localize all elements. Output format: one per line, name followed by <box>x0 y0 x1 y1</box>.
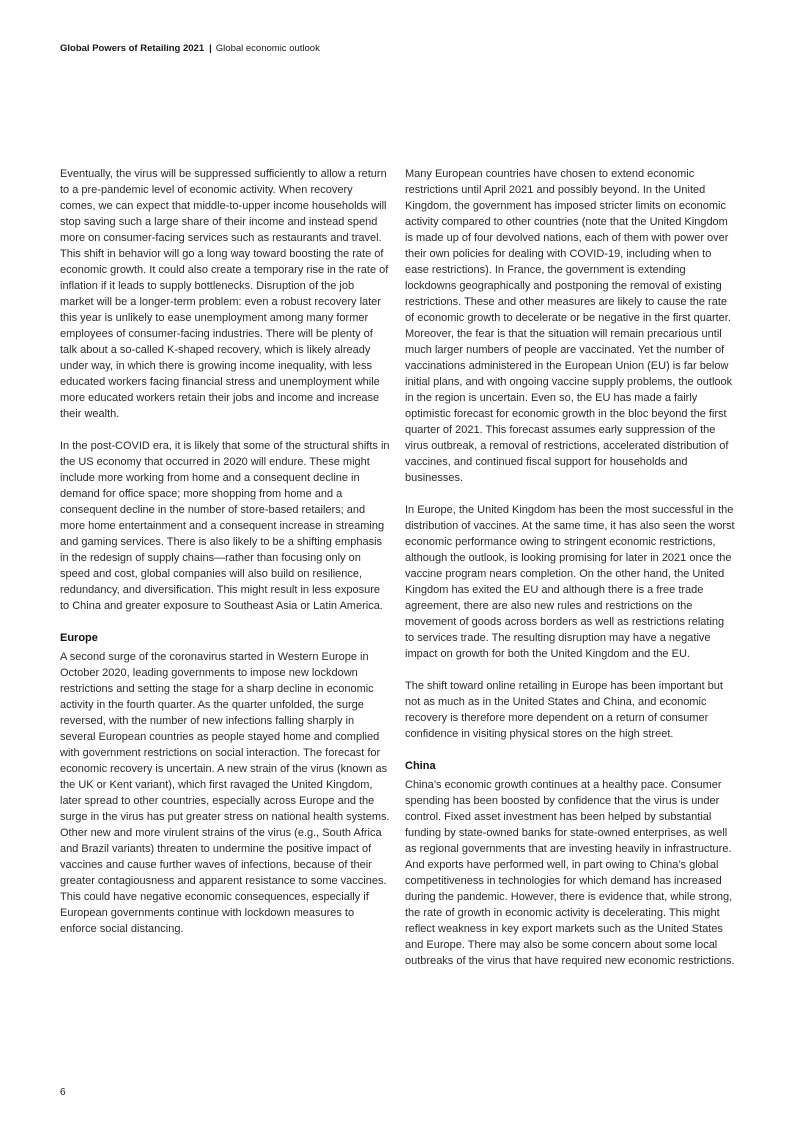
body-paragraph: Eventually, the virus will be suppressed sufficiently to allow a return to a pre-pandemic level of economic activity. When recovery comes, we can expect that middle-to-upper income households will stop saving such a large share of their income and instead spend more on consumer-facing services such as restaurants and travel. This shift in behavior will go a long way toward boosting the rate of economic growth. It could also create a temporary rise in the rate of inflation if it leads to supply bottlenecks. Disruption of the job market will be a longer-term problem: even a robust recovery later this year is unlikely to ease unemployment among many former employees of consumer-facing industries. There will be plenty of talk about a so-called K-shaped recovery, which is likely already under way, in which there is growing income inequality, with less educated workers facing financial stress and unemployment while more educated workers retain their jobs and income and increase their wealth. <box>60 168 389 420</box>
body-paragraph: A second surge of the coronavirus started in Western Europe in October 2020, leading governments to impose new lockdown restrictions and setting the stage for a sharp decline in economic activity in the fourth quarter. As the quarter unfolded, the surge reversed, with the number of new infections falling sharply in several European countries as people stayed home and complied with government restrictions on social interaction. The forecast for economic recovery is uncertain. A new strain of the virus (known as the UK or Kent variant), which first ravaged the United Kingdom, later spread to other countries, especially across Europe and the surge in the virus has put greater stress on national health systems. Other new and more virulent strains of the virus (e.g., South Africa and Brazil variants) threaten to undermine the positive impact of vaccines and cause further waves of infections, because of their greater contagiousness and apparent resistance to some vaccines. This could have negative economic consequences, especially if European governments continue with lockdown measures to enforce social distancing. <box>60 651 390 935</box>
running-header <box>60 43 320 55</box>
left-column <box>60 166 390 953</box>
body-paragraph: The shift toward online retailing in Europe has been important but not as much as in the United States and China, and economic recovery is therefore more dependent on a return of consumer confidence in visiting physical stores on the high street. <box>405 680 723 740</box>
right-column <box>405 166 735 985</box>
header-separator: | <box>209 43 212 54</box>
body-paragraph: Many European countries have chosen to extend economic restrictions until April 2021 and possibly beyond. In the United Kingdom, the government has imposed stricter limits on economic activity compared to other countries (note that the United Kingdom is made up of four devolved nations, each of them with power over their own policies for dealing with COVID-19, including when to ease restrictions). In France, the government is extending lockdowns geographically and postponing the removal of existing restrictions. These and other measures are likely to cause the rate of economic growth to decelerate or be negative in the first quarter. Moreover, the fear is that the situation will remain precarious until much larger numbers of people are vaccinated. Yet the number of vaccinations administered in the European Union (EU) is far below initial plans, and with ongoing vaccine supply problems, the outlook in the region is uncertain. Even so, the EU has made a fairly optimistic forecast for economic growth in the bloc beyond the first quarter of 2021. This forecast assumes early suppression of the virus outbreak, a removal of restrictions, accelerated distribution of vaccines, and continued fiscal support for households and businesses. <box>405 168 733 484</box>
section-heading-china: China <box>405 760 436 772</box>
page-number: 6 <box>60 1087 66 1098</box>
section-heading-europe: Europe <box>60 632 98 644</box>
body-paragraph: In Europe, the United Kingdom has been the most successful in the distribution of vaccines. At the same time, it has also seen the worst economic performance owing to stringent economic restrictions, although the outlook, is looking promising for later in 2021 once the vaccine program nears completion. On the other hand, the United Kingdom has exited the EU and although there is a free trade agreement, there are also new rules and restrictions on the movement of goods across borders as well as restrictions relating to services trade. The resulting disruption may have a negative impact on growth for both the United Kingdom and the EU. <box>405 504 735 660</box>
body-paragraph: In the post-COVID era, it is likely that some of the structural shifts in the US economy that occurred in 2020 will endure. These might include more working from home and a consequent decline in demand for office space; more shopping from home and a consequent decline in the number of store-based retailers; and more home entertainment and a consequent increase in streaming and gaming services. There is also likely to be a shifting emphasis in the redesign of supply chains—rather than focusing only on speed and cost, global companies will also build on resilience, redundancy, and diversification. This might result in less exposure to China and greater exposure to Southeast Asia or Latin America. <box>60 440 390 612</box>
header-section: Global economic outlook <box>215 43 320 54</box>
header-title: Global Powers of Retailing 2021 <box>60 43 205 54</box>
body-paragraph: China’s economic growth continues at a healthy pace. Consumer spending has been boosted by confidence that the virus is under control. Fixed asset investment has been helped by substantial funding by state-owned banks for state-owned enterprises, as well as regional governments that are investing heavily in infrastructure. And exports have performed well, in part owing to China’s global competitiveness in technologies for which demand has increased during the pandemic. However, there is evidence that, while strong, the rate of growth in economic activity is decelerating. This might reflect weakness in key export markets such as the United States and Europe. There may also be some concern about some local outbreaks of the virus that have required new economic restrictions. <box>405 779 735 967</box>
